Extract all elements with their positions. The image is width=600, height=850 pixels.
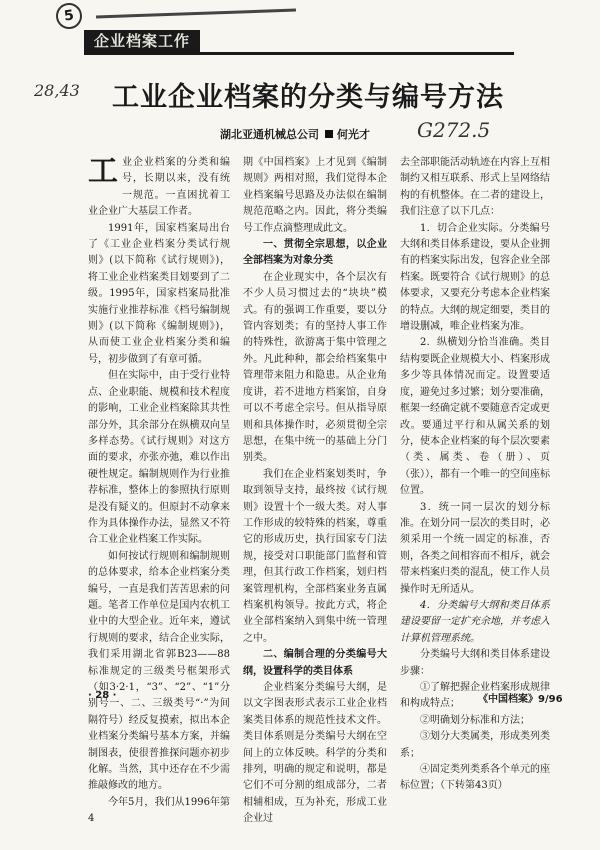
journal-issue: 《中国档案》9/96 <box>478 694 563 705</box>
page-mark: 5 <box>54 1 83 30</box>
paragraph: 3．统一同一层次的划分标准。在划分同一层次的类目时，必须采用一个统一固定的标准，否则，各类之间相容而不相斥，就会带来档案归类的混乱，使工作人员操作时无所适从。 <box>400 501 550 595</box>
handwritten-class-number: G272.5 <box>417 118 491 142</box>
paragraph: 1991年，国家档案局出台了《工业企业档案分类试行规则》(以下简称《试行规则》)，将工业企业档案类目划要到了二级。1995年，国家档案局批准实施行业推荐标准《档号编制规则》(以下简称《编制规则》)，从而使工业企业档案分类和编号，初步做到了有章可循。 <box>88 222 230 365</box>
section-header: 企业档案工作 <box>84 30 200 52</box>
paragraph: 今年5月，我们从1996年第4 <box>88 796 230 825</box>
paragraph: ③划分大类属类，形成类列类系； <box>400 731 550 759</box>
paragraph: 企业档案分类编号大纲，是以文字图表形式表示工业企业档案类目体系的规范性技术文件。类目体系则是分类编号大纲在空间上的立体反映。科学的分类和排列，明确的规定和说明，都是它们不可分割的组成部分，二者相辅相成，互为补充，形成工业企业过 <box>243 682 387 825</box>
drop-cap: 工 <box>88 154 118 189</box>
byline-author: 何光才 <box>337 128 370 141</box>
paragraph: ④固定类列类系各个单元的座标位置；（下转第43页） <box>400 764 550 792</box>
paragraph: 如何按试行规则和编制规则的总体要求，给本企业档案分类编号，一直是我们苦苦思索的问题。笔者工作单位是国内农机工业中的大型企业。近年来，遵试行规则的要求，结合企业实际，我们采用湖北省郭B23——88标准规定的三级类号框架形式（如3·2·1，“3”、“2”、“1”分别号一、二、三级类号“·”为间隔符号）经反复摸索，拟出本企业档案分类编号基本方案，并编制图表，使很普推探问题亦初步化解。当然，其中还存在不少需推敲修改的地方。 <box>88 550 230 792</box>
paragraph: ②明确划分标准和方法； <box>420 714 530 726</box>
handwritten-scrawl <box>96 9 296 19</box>
byline-org: 湖北亚通机械总公司 <box>220 128 319 141</box>
paragraph: 分类编号大纲和类目体系建设步骤： <box>400 649 550 677</box>
byline <box>220 126 370 142</box>
paragraph: 我们在企业档案划类时，争取到领导支持，最终按《试行规则》设置十个一级大类。对人事工作形成的较特殊的档案，尊重它的形成历史，执行国家专门法规，接受对口职能部门监督和管理，但其行政工作档案，划归档案管理机构，全部档案业务直属档案机构领导。按此方式，将企业全部档案纳入到集中统一管理之中。 <box>243 468 387 644</box>
article-title: 工业企业档案的分类与编号方法 <box>112 82 504 113</box>
section-heading: 二、编制合理的分类编号大纲，设置科学的类目体系 <box>243 649 387 677</box>
paragraph: 2．纵横划分恰当准确。类目结构要既企业规模大小、档案形成多少等具体情况而定。设置要适度，避免过多过繁；划分要准确，框架一经确定就不要随意否定或更改。要通过平行和从属关系的划分，使本企业档案的每个层次要素（类、属类、卷（册）、页（张）），都有一个唯一的空间座标位置。 <box>400 337 550 497</box>
page-number: · 28 · <box>88 690 117 701</box>
text-column-2 <box>243 155 387 825</box>
paragraph: 去全部职能活动轨迹在内容上互相制约又相互联系、形式上呈网络结构的有机整体。在二者的建设上，我们注意了以下几点： <box>400 157 550 218</box>
section-rule <box>84 52 514 55</box>
paragraph: 在企业现实中，各个层次有不少人员习惯过去的“块块”模式。有的强调工作重要，要以分管内容划类；有的坚持人事工作的特殊性，欲游离于集中管理之外。凡此种种，都会给档案集中管理带来阻力和隐患。从企业角度讲，若不进地方档案馆，自身可以不考虑全宗号。但从指导原则和具体操作时，必须贯彻全宗思想，在集中统一的基础上分门别类。 <box>243 271 387 464</box>
paragraph: ①了解把握企业档案形成规律和构成特点； <box>400 682 550 710</box>
paragraph: 4．分类编号大纲和类目体系建设要留一定扩充余地，并考虑入计算机管理系统。 <box>400 599 550 644</box>
square-bullet-icon <box>325 130 333 138</box>
paragraph: 期《中国档案》上才见到《编制规则》两相对照，我们觉得本企业档案编号思路及办法似在编制规范范略之内。因此，将分类编号工作点滴整理成此文。 <box>243 157 387 234</box>
handwritten-code: 28,43 <box>34 81 80 100</box>
paragraph: 工业企业档案的分类和编号，长期以来，没有统一规范。一直困扰着工业企业广大基层工作者。 <box>88 154 230 218</box>
paragraph: 1．切合企业实际。分类编号大纲和类目体系建设，要从企业拥有的档案实际出发，包容企业全部档案。既要符合《试行规则》的总体要求，又要充分考虑本企业档案的特点。大纲的规定细要，类目的增设删减，唯企业档案为准。 <box>400 222 550 333</box>
section-heading: 一、贯彻全宗思想，以企业全部档案为对象分类 <box>243 239 387 267</box>
paragraph: 但在实际中，由于受行业特点、企业职能、规模和技术程度的影响，工业企业档案除其共性部分外，其余部分在纵横双向呈多样态势。《试行规则》对这方面的要求，亦张亦弛，难以作出硬性规定。编制规则作为行业推荐标准，整体上的参照执行原则是没有疑义的。但原封不动拿来作为具体操作办法，显然又不符合工业企业档案工作实际。 <box>88 370 230 546</box>
